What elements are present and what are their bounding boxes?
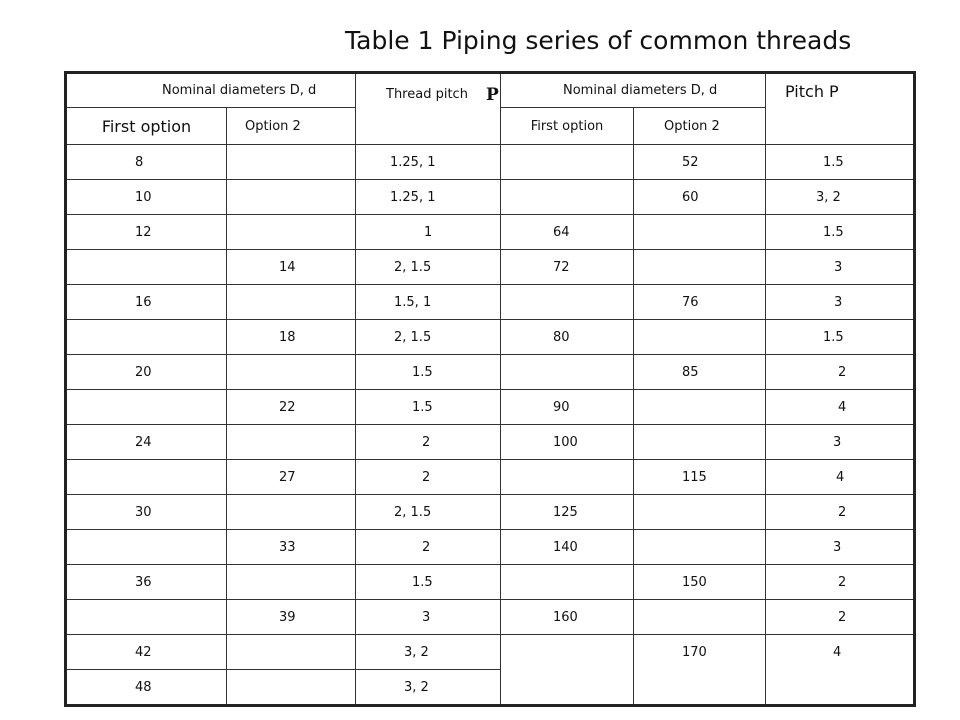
cell-value: 8 — [135, 154, 144, 170]
cell-option2-left — [227, 495, 356, 530]
cell-first-option-left — [66, 355, 227, 390]
table-row — [66, 285, 915, 320]
cell-pitch-right — [766, 635, 915, 706]
cell-value: 170 — [682, 645, 707, 660]
thread-table — [64, 71, 916, 707]
cell-option2-right — [634, 215, 766, 250]
cell-first-option-left — [66, 425, 227, 460]
cell-option2-left — [227, 180, 356, 215]
cell-value: 1.25, 1 — [390, 189, 436, 205]
cell-thread-pitch — [356, 390, 501, 425]
table-row — [66, 390, 915, 425]
cell-thread-pitch — [356, 670, 501, 706]
cell-first-option-left — [66, 285, 227, 320]
cell-first-option-right — [501, 425, 634, 460]
cell-value: 20 — [135, 364, 152, 380]
cell-value: 33 — [279, 539, 296, 555]
cell-value: 125 — [553, 504, 578, 520]
cell-value: 1.5 — [412, 574, 433, 590]
cell-value: 16 — [135, 294, 152, 310]
header-thread-pitch-label: Thread pitch — [386, 87, 468, 102]
cell-value: 64 — [553, 224, 570, 240]
cell-first-option-right — [501, 285, 634, 320]
cell-thread-pitch — [356, 180, 501, 215]
cell-value: 150 — [682, 574, 707, 590]
cell-thread-pitch — [356, 285, 501, 320]
cell-value: 3, 2 — [404, 644, 429, 660]
cell-value: 1.5 — [412, 364, 433, 380]
cell-option2-left — [227, 425, 356, 460]
cell-pitch-right — [766, 355, 915, 390]
table-row — [66, 250, 915, 285]
cell-value: 160 — [553, 609, 578, 625]
table-row — [66, 565, 915, 600]
cell-option2-right — [634, 600, 766, 635]
cell-value: 3, 2 — [816, 189, 841, 205]
cell-pitch-right — [766, 495, 915, 530]
cell-first-option-left — [66, 320, 227, 355]
cell-first-option-right — [501, 215, 634, 250]
table-row — [66, 600, 915, 635]
cell-option2-left — [227, 635, 356, 670]
table-row — [66, 460, 915, 495]
cell-first-option-left — [66, 670, 227, 706]
cell-value: 22 — [279, 399, 296, 415]
table-row — [66, 145, 915, 180]
cell-thread-pitch — [356, 320, 501, 355]
cell-value: 2 — [422, 469, 431, 485]
cell-pitch-right — [766, 425, 915, 460]
cell-value: 3, 2 — [404, 679, 429, 695]
cell-value: 2, 1.5 — [394, 259, 432, 275]
cell-option2-left — [227, 145, 356, 180]
cell-pitch-right — [766, 600, 915, 635]
cell-value: 18 — [279, 329, 296, 345]
table-row — [66, 495, 915, 530]
cell-value: 4 — [838, 399, 847, 415]
cell-first-option-right — [501, 565, 634, 600]
cell-value: 10 — [135, 189, 152, 205]
cell-value: 2 — [838, 609, 847, 625]
cell-value: 76 — [682, 294, 699, 310]
cell-value: 1.5 — [823, 154, 844, 170]
header-nominal-right-label: Nominal diameters D, d — [563, 83, 718, 98]
cell-value: 3 — [834, 259, 843, 275]
cell-option2-left — [227, 215, 356, 250]
cell-option2-right — [634, 530, 766, 565]
cell-value: 1.5 — [823, 329, 844, 345]
cell-first-option-right — [501, 600, 634, 635]
table-row — [66, 320, 915, 355]
cell-value: 2 — [422, 434, 431, 450]
cell-thread-pitch — [356, 145, 501, 180]
cell-first-option-right — [501, 250, 634, 285]
header-first-option-right: First option — [501, 108, 634, 145]
cell-value: 2 — [422, 539, 431, 555]
cell-first-option-right — [501, 460, 634, 495]
cell-first-option-right — [501, 390, 634, 425]
cell-option2-left — [227, 285, 356, 320]
cell-value: 24 — [135, 434, 152, 450]
cell-option2-right — [634, 565, 766, 600]
cell-first-option-left — [66, 530, 227, 565]
cell-option2-left — [227, 460, 356, 495]
cell-option2-left — [227, 600, 356, 635]
cell-pitch-right — [766, 145, 915, 180]
header-first-option-left: First option — [66, 108, 227, 145]
cell-first-option-left — [66, 180, 227, 215]
cell-first-option-left — [66, 145, 227, 180]
cell-option2-right — [634, 425, 766, 460]
cell-thread-pitch — [356, 425, 501, 460]
cell-option2-left — [227, 355, 356, 390]
cell-pitch-right — [766, 565, 915, 600]
cell-value: 2, 1.5 — [394, 504, 432, 520]
cell-option2-right — [634, 145, 766, 180]
cell-thread-pitch — [356, 250, 501, 285]
table-row — [66, 425, 915, 460]
table-row — [66, 530, 915, 565]
cell-pitch-right — [766, 215, 915, 250]
header-nominal-left — [66, 73, 356, 108]
cell-thread-pitch — [356, 495, 501, 530]
cell-first-option-left — [66, 215, 227, 250]
cell-value: 140 — [553, 539, 578, 555]
cell-thread-pitch — [356, 215, 501, 250]
cell-option2-left — [227, 390, 356, 425]
cell-first-option-right — [501, 320, 634, 355]
cell-value: 100 — [553, 434, 578, 450]
cell-pitch-right — [766, 180, 915, 215]
header-thread-pitch — [356, 73, 501, 145]
cell-value: 2 — [838, 504, 847, 520]
table-row — [66, 215, 915, 250]
cell-first-option-right — [501, 355, 634, 390]
cell-option2-right — [634, 460, 766, 495]
cell-value: 1.5 — [412, 399, 433, 415]
cell-value: 52 — [682, 154, 699, 170]
header-pitch-right-label: Pitch P — [785, 82, 839, 101]
cell-value: 3 — [834, 294, 843, 310]
cell-value: 3 — [833, 539, 842, 555]
cell-option2-left — [227, 565, 356, 600]
cell-option2-right — [634, 320, 766, 355]
cell-option2-right — [634, 250, 766, 285]
cell-first-option-left — [66, 495, 227, 530]
table-row — [66, 180, 915, 215]
cell-value: 90 — [553, 399, 570, 415]
table-title: Table 1 Piping series of common threads — [345, 26, 852, 55]
cell-value: 12 — [135, 224, 152, 240]
cell-value: 4 — [833, 645, 842, 660]
cell-thread-pitch — [356, 565, 501, 600]
cell-option2-right — [634, 355, 766, 390]
cell-value: 2 — [838, 364, 847, 380]
cell-option2-right — [634, 180, 766, 215]
cell-option2-left — [227, 320, 356, 355]
header-row-1 — [66, 73, 915, 108]
cell-pitch-right — [766, 285, 915, 320]
cell-thread-pitch — [356, 355, 501, 390]
cell-value: 2, 1.5 — [394, 329, 432, 345]
cell-pitch-right — [766, 530, 915, 565]
cell-thread-pitch — [356, 600, 501, 635]
cell-value: 36 — [135, 574, 152, 590]
cell-value: 80 — [553, 329, 570, 345]
cell-first-option-left — [66, 635, 227, 670]
cell-value: 72 — [553, 259, 570, 275]
cell-pitch-right — [766, 460, 915, 495]
cell-value: 27 — [279, 469, 296, 485]
cell-option2-right — [634, 635, 766, 706]
cell-value: 3 — [833, 434, 842, 450]
cell-value: 39 — [279, 609, 296, 625]
cell-value: 42 — [135, 644, 152, 660]
cell-first-option-left — [66, 250, 227, 285]
cell-thread-pitch — [356, 635, 501, 670]
header-nominal-left-label: Nominal diameters D, d — [162, 83, 317, 98]
cell-thread-pitch — [356, 460, 501, 495]
cell-first-option-left — [66, 565, 227, 600]
cell-first-option-right — [501, 530, 634, 565]
cell-first-option-right — [501, 495, 634, 530]
table-row — [66, 355, 915, 390]
cell-first-option-right — [501, 145, 634, 180]
header-thread-pitch-symbol: P — [485, 85, 499, 105]
cell-value: 2 — [838, 574, 847, 590]
cell-pitch-right — [766, 250, 915, 285]
cell-option2-left — [227, 250, 356, 285]
cell-first-option-left — [66, 390, 227, 425]
header-nominal-right — [501, 73, 766, 108]
cell-first-option-right — [501, 635, 634, 706]
cell-value: 1 — [424, 224, 433, 240]
cell-value: 115 — [682, 469, 707, 485]
cell-pitch-right — [766, 390, 915, 425]
cell-value: 4 — [836, 469, 845, 485]
header-option2-left: Option 2 — [227, 108, 356, 145]
cell-value: 30 — [135, 504, 152, 520]
cell-first-option-left — [66, 600, 227, 635]
cell-value: 1.5 — [823, 224, 844, 240]
cell-thread-pitch — [356, 530, 501, 565]
cell-pitch-right — [766, 320, 915, 355]
cell-value: 60 — [682, 189, 699, 205]
cell-value: 1.25, 1 — [390, 154, 436, 170]
cell-option2-left — [227, 670, 356, 706]
cell-option2-left — [227, 530, 356, 565]
cell-value: 1.5, 1 — [394, 294, 432, 310]
cell-option2-right — [634, 390, 766, 425]
header-pitch-right — [766, 73, 915, 145]
cell-option2-right — [634, 495, 766, 530]
table-row — [66, 635, 915, 670]
cell-value: 48 — [135, 679, 152, 695]
cell-first-option-left — [66, 460, 227, 495]
header-option2-right: Option 2 — [634, 108, 766, 145]
cell-value: 85 — [682, 364, 699, 380]
cell-value: 14 — [279, 259, 296, 275]
cell-option2-right — [634, 285, 766, 320]
cell-first-option-right — [501, 180, 634, 215]
cell-value: 3 — [422, 609, 431, 625]
